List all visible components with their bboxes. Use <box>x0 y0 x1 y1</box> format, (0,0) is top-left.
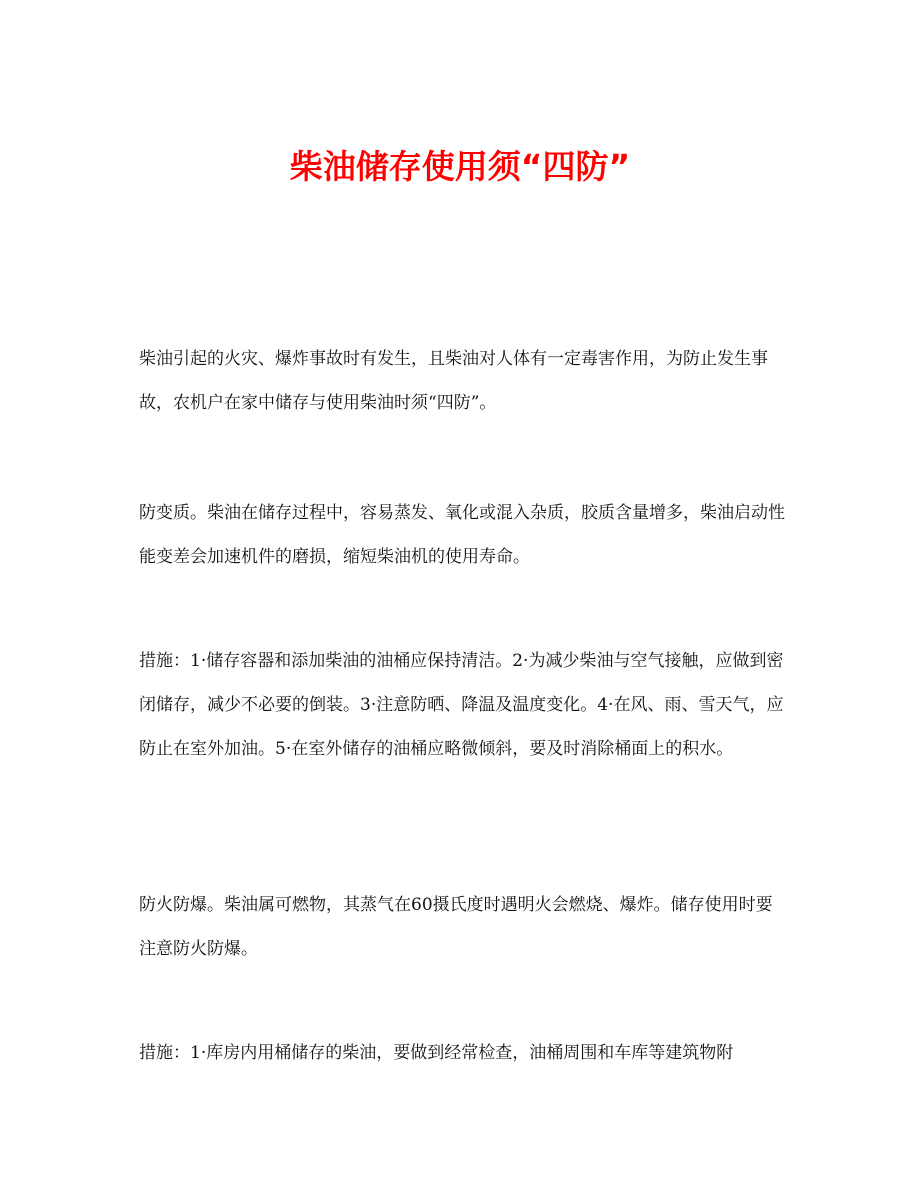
paragraph-measures-deterioration: 措施：1·储存容器和添加柴油的油桶应保持清洁。2·为减少柴油与空气接触，应做到密闭储存，减少不必要的倒装。3·注意防晒、降温及温度变化。4·在风、雨、雪天气，应防止在室外加油。5·在室外储存的油桶应略微倾斜，要及时消除桶面上的积水。 <box>139 651 784 759</box>
paragraph-fire-explosion: 防火防爆。柴油属可燃物，其蒸气在60摄氏度时遇明火会燃烧、爆炸。储存使用时要注意防火防爆。 <box>139 895 773 959</box>
paragraph-intro: 柴油引起的火灾、爆炸事故时有发生，且柴油对人体有一定毒害作用，为防止发生事故，农机户在家中储存与使用柴油时须“四防”。 <box>139 349 768 413</box>
paragraph-prevent-deterioration: 防变质。柴油在储存过程中，容易蒸发、氧化或混入杂质，胶质含量增多，柴油启动性能变差会加速机件的磨损，缩短柴油机的使用寿命。 <box>139 503 785 567</box>
paragraph-measures-fire: 措施：1·库房内用桶储存的柴油，要做到经常检查，油桶周围和车库等建筑物附 <box>139 1043 734 1063</box>
document-title: 柴油储存使用须“四防” <box>289 147 631 187</box>
